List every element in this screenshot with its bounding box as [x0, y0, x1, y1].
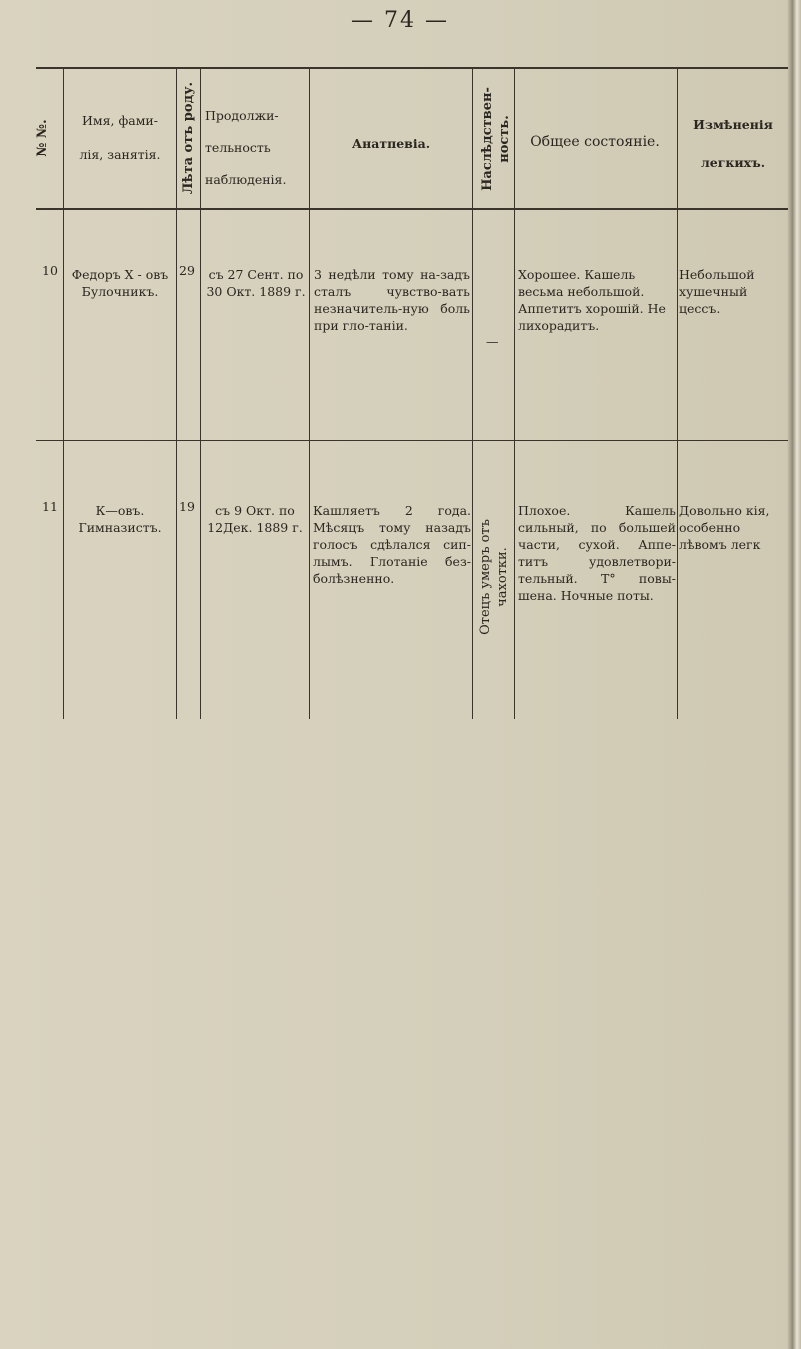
header-anamnesis: Анатпевіа.: [351, 136, 431, 151]
column-rule: [309, 67, 310, 719]
header-general: Общее состояніе.: [530, 134, 660, 150]
header-age: Лѣта отъ роду.: [181, 81, 196, 195]
column-rule: [677, 67, 678, 719]
header-bottom-rule: [36, 208, 788, 210]
page-number: — 74 —: [351, 8, 449, 33]
row-11-no: 11: [42, 499, 58, 514]
header-lungs: Измѣненія легкихъ.: [693, 117, 773, 170]
table-top-rule: [36, 67, 788, 69]
column-rule: [176, 67, 177, 719]
column-rule: [514, 67, 515, 719]
header-duration: Продолжи-тельность наблюденія.: [205, 108, 287, 187]
row-11-duration: съ 9 Окт. по 12Дек. 1889 г.: [207, 503, 303, 535]
row-11-anamnesis: Кашляетъ 2 года. Мѣсяцъ тому назадъ голосъ сдѣлался сип-лымъ. Глотаніе без-болѣзненно.: [313, 503, 471, 586]
header-no: № №.: [35, 119, 50, 157]
header-heredity: Наслѣдствен-ность.: [480, 87, 512, 191]
column-rule: [472, 67, 473, 719]
row-11-general: Плохое. Кашель сильный, по большей части, сухой. Аппе-титъ удовлетвори-тельный. Т° повы-шена. Ночные поты.: [518, 503, 676, 603]
row-11-age: 19: [179, 499, 195, 514]
row-11-heredity: Отецъ умеръ отъ чахотки.: [478, 519, 510, 635]
header-name: Имя, фами-лія, занятія.: [79, 113, 161, 162]
row-10-name: Федоръ Х - овъ Булочникъ.: [71, 267, 169, 299]
page-edge: [787, 0, 801, 1349]
row-10-heredity: —: [486, 334, 499, 349]
row-11-lungs: Довольно кія, особенно лѣвомъ легк: [679, 503, 770, 552]
row-10-age: 29: [179, 263, 195, 278]
row-10-lungs: Небольшой хушечный цессъ.: [679, 267, 755, 316]
row-10-no: 10: [42, 263, 58, 278]
row-10-duration: съ 27 Сент. по 30 Окт. 1889 г.: [206, 267, 306, 299]
row-10-anamnesis: 3 недѣли тому на-задъ сталъ чувство-вать незначитель-ную боль при гло-таніи.: [314, 267, 470, 333]
row-separator-rule: [36, 440, 788, 441]
column-rule: [200, 67, 201, 719]
row-11-name: К—овъ. Гимназистъ.: [78, 503, 162, 535]
column-rule: [63, 67, 64, 719]
row-10-general: Хорошее. Кашель весьма небольшой. Аппетитъ хорошій. Не лихорадитъ.: [518, 267, 666, 333]
